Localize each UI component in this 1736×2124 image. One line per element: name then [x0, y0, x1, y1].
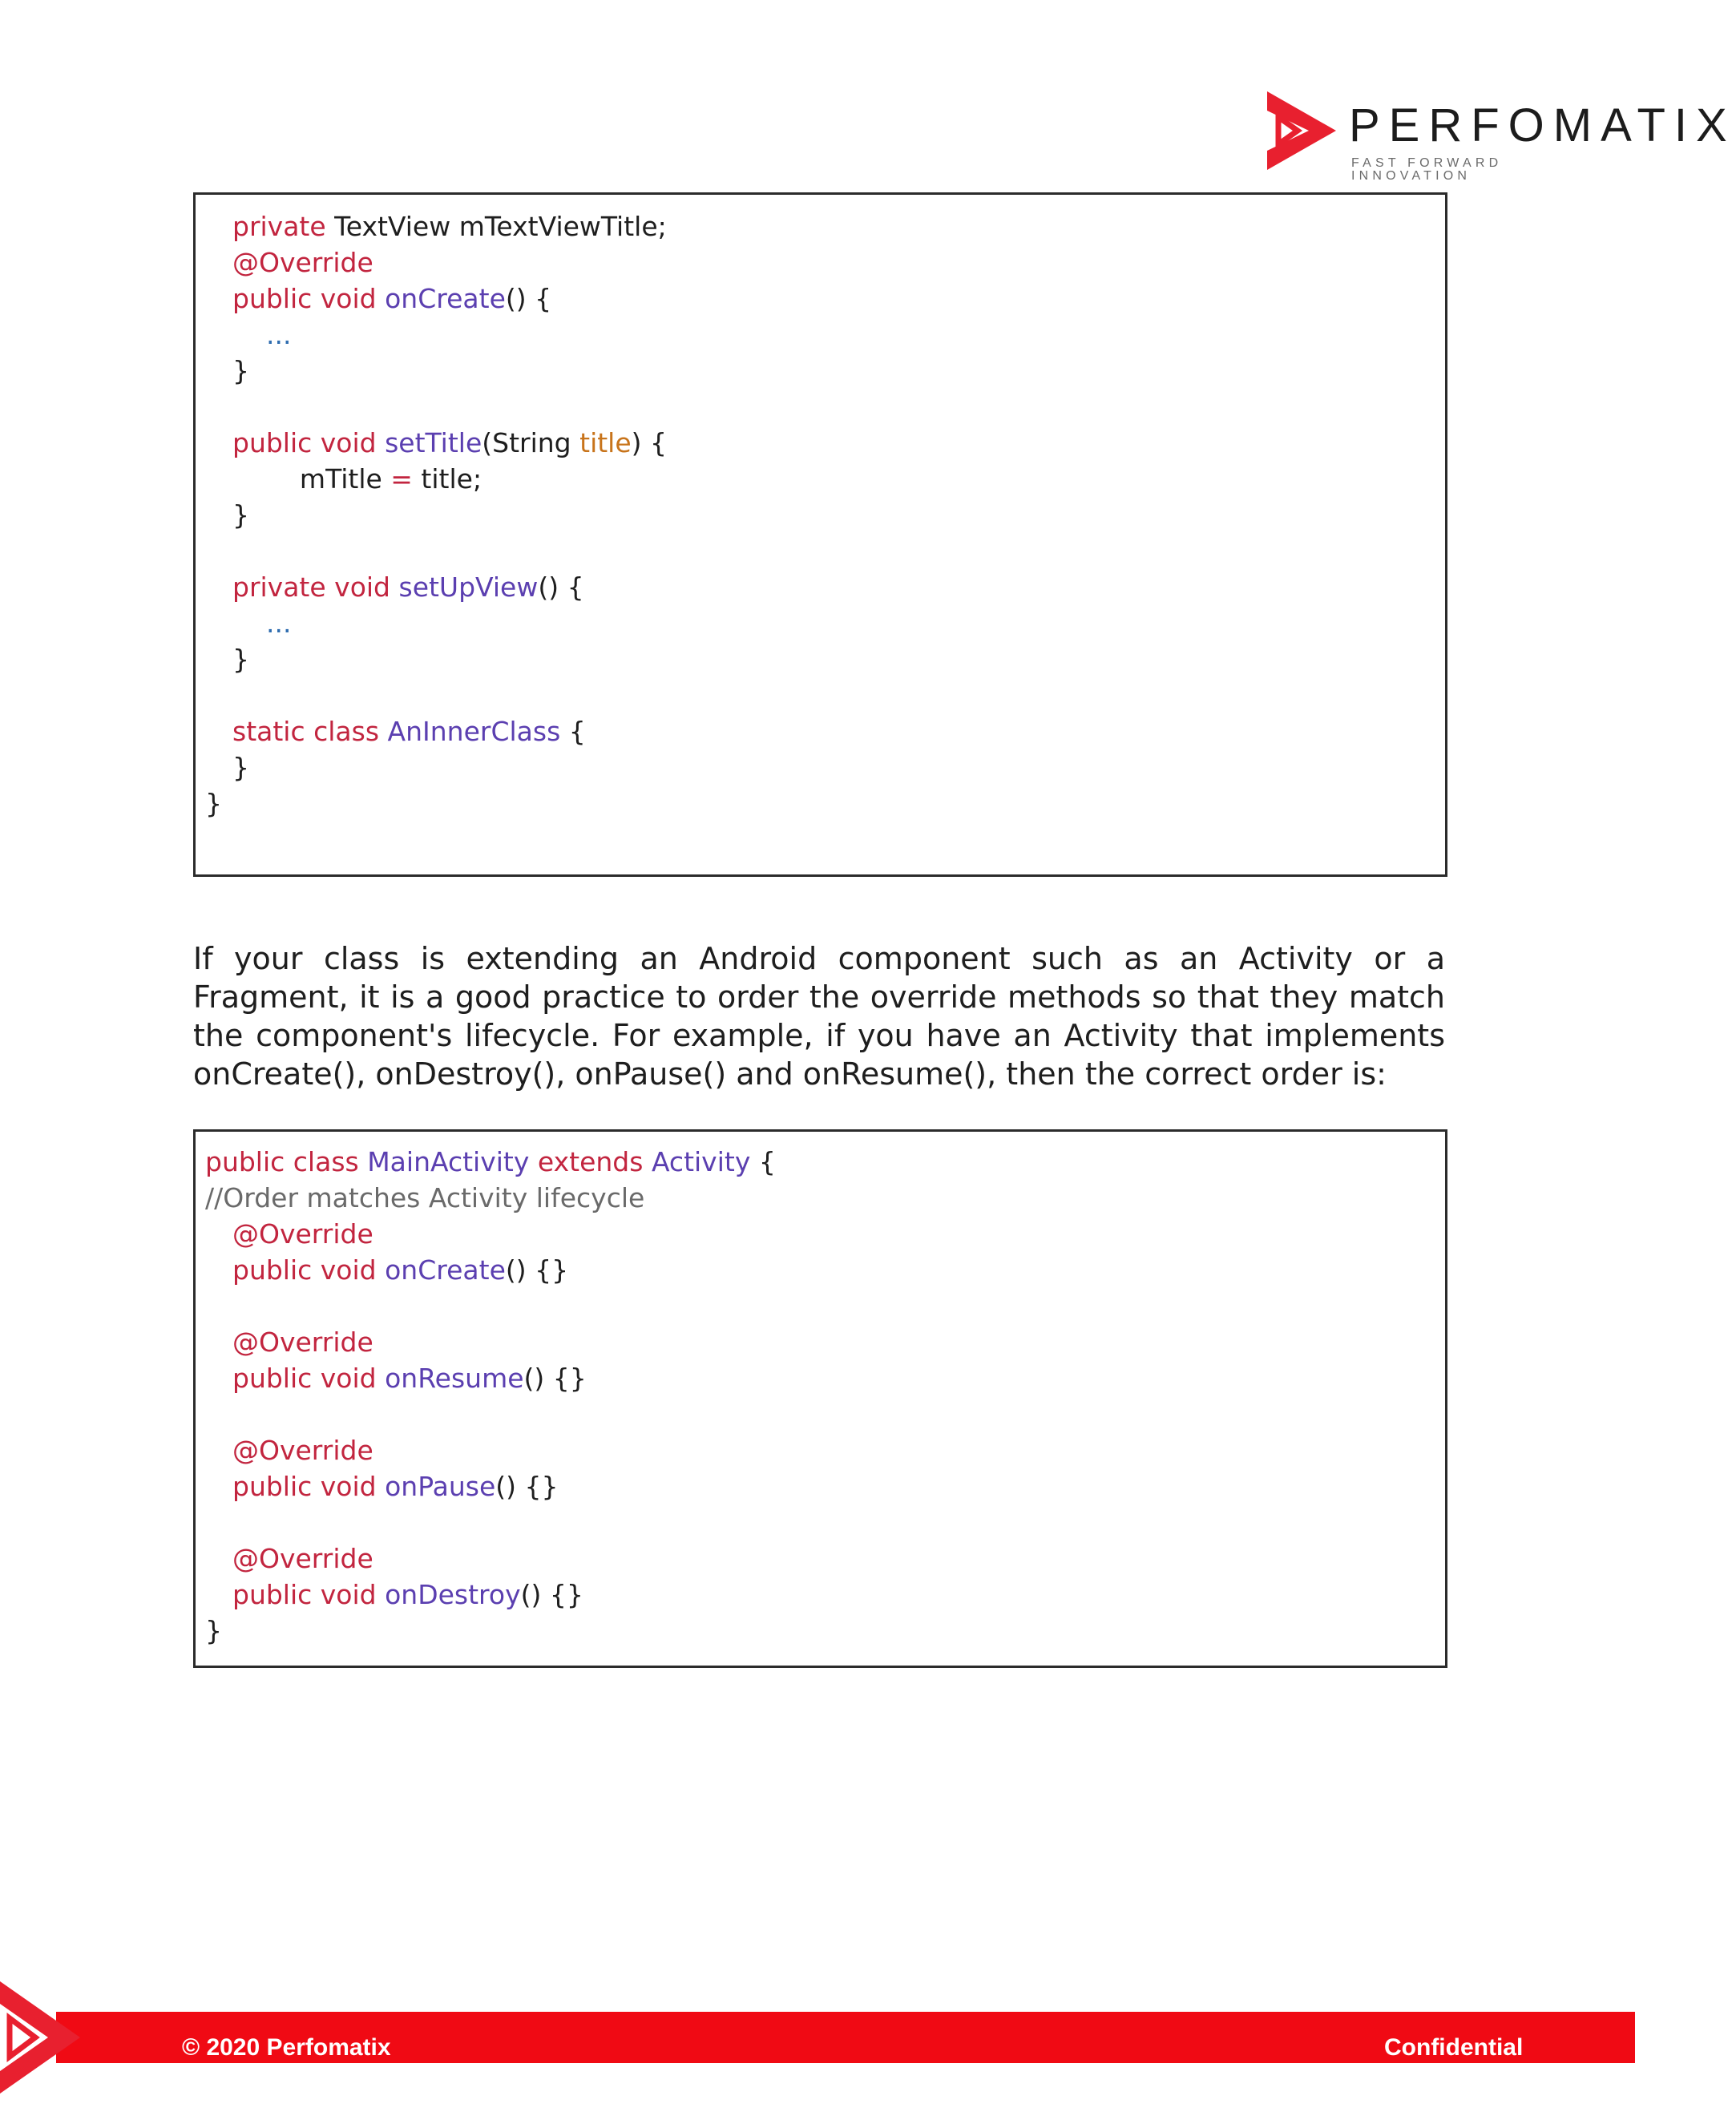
code-token: () { [505, 283, 552, 314]
code-line [205, 1146, 776, 1178]
code-token: public void [232, 427, 386, 458]
code-token: () {} [520, 1579, 583, 1610]
code-token: @Override [232, 1543, 373, 1574]
code-token: setUpView [398, 571, 539, 603]
code-line [232, 752, 249, 784]
code-block-2 [193, 1129, 1447, 1668]
code-token: //Order matches Activity lifecycle [205, 1182, 645, 1213]
code-token: AnInnerClass [387, 716, 561, 747]
code-token: } [232, 355, 249, 386]
code-token: onPause [385, 1471, 496, 1502]
body-paragraph: If your class is extending an Android component such as an Activity or a Fragment, it is a good practice to order the override methods so that they match the component's lifecycle. For example, if you have an Activity that implements onCreate(), onDestroy(), onPause() and onResume(), then the correct order is: [193, 941, 1445, 1092]
code-token: title [579, 427, 632, 458]
code-token: ) { [631, 427, 668, 458]
code-token: } [205, 1615, 222, 1646]
code-line [232, 644, 249, 676]
code-token: public void [232, 1579, 386, 1610]
code-line [232, 1543, 373, 1575]
code-line [232, 1471, 559, 1503]
code-token: Activity [651, 1146, 751, 1177]
code-token: setTitle [385, 427, 482, 458]
code-line [232, 571, 584, 604]
code-token: = [390, 463, 413, 495]
code-line [205, 788, 222, 820]
code-token: mTitle [232, 463, 391, 495]
code-token: public void [232, 1254, 386, 1286]
code-token: @Override [232, 1218, 373, 1250]
code-token: () {} [495, 1471, 559, 1502]
code-token: () {} [523, 1363, 587, 1394]
code-block-1 [193, 192, 1447, 877]
code-token: private void [232, 571, 399, 603]
code-line [232, 1579, 583, 1611]
code-token: public void [232, 1363, 386, 1394]
code-token: } [232, 752, 249, 783]
page-footer [0, 1981, 1641, 2094]
brand-tagline: FAST FORWARD INNOVATION [1351, 156, 1503, 183]
code-line [232, 319, 291, 351]
footer-copyright: © 2020 Perfomatix [182, 2034, 391, 2061]
code-token: ... [232, 608, 292, 639]
code-token: { [560, 716, 586, 747]
code-token: title; [412, 463, 482, 495]
code-line [232, 1218, 373, 1250]
code-token: @Override [232, 1435, 373, 1466]
code-token: } [232, 644, 249, 675]
code-line [232, 427, 667, 459]
code-token: @Override [232, 247, 373, 278]
code-token: @Override [232, 1326, 373, 1358]
code-line [232, 716, 586, 748]
code-line [232, 1435, 373, 1467]
code-token: (String [482, 427, 580, 458]
code-line [232, 355, 249, 387]
code-line [232, 211, 667, 243]
code-token: onCreate [385, 1254, 506, 1286]
code-token: ... [232, 319, 292, 350]
code-token: extends [529, 1146, 652, 1177]
code-token: () {} [505, 1254, 569, 1286]
footer-confidential: Confidential [1384, 2034, 1524, 2061]
code-token: static class [232, 716, 388, 747]
perfomatix-logo [1262, 87, 1736, 183]
code-token: TextView mTextViewTitle; [325, 211, 667, 242]
code-line [232, 1326, 373, 1359]
code-line [205, 1615, 222, 1647]
code-token: { [750, 1146, 776, 1177]
code-token: } [232, 499, 249, 531]
code-line [232, 499, 249, 531]
brand-name: PERFOMATIX [1349, 99, 1736, 151]
code-line [232, 463, 482, 495]
code-line [205, 1182, 644, 1214]
code-token: } [205, 788, 222, 819]
code-token: public void [232, 1471, 386, 1502]
code-line [232, 247, 373, 279]
code-line [232, 1254, 568, 1286]
code-token: public void [232, 283, 386, 314]
code-token: MainActivity [367, 1146, 530, 1177]
code-line [232, 608, 291, 640]
play-triangle-logo-icon [1262, 88, 1336, 173]
code-line [232, 1363, 587, 1395]
code-token: public class [205, 1146, 368, 1177]
code-token: onCreate [385, 283, 506, 314]
code-token: onResume [385, 1363, 524, 1394]
code-token: onDestroy [385, 1579, 521, 1610]
code-token: private [232, 211, 326, 242]
code-token: () { [538, 571, 584, 603]
code-line [232, 283, 551, 315]
